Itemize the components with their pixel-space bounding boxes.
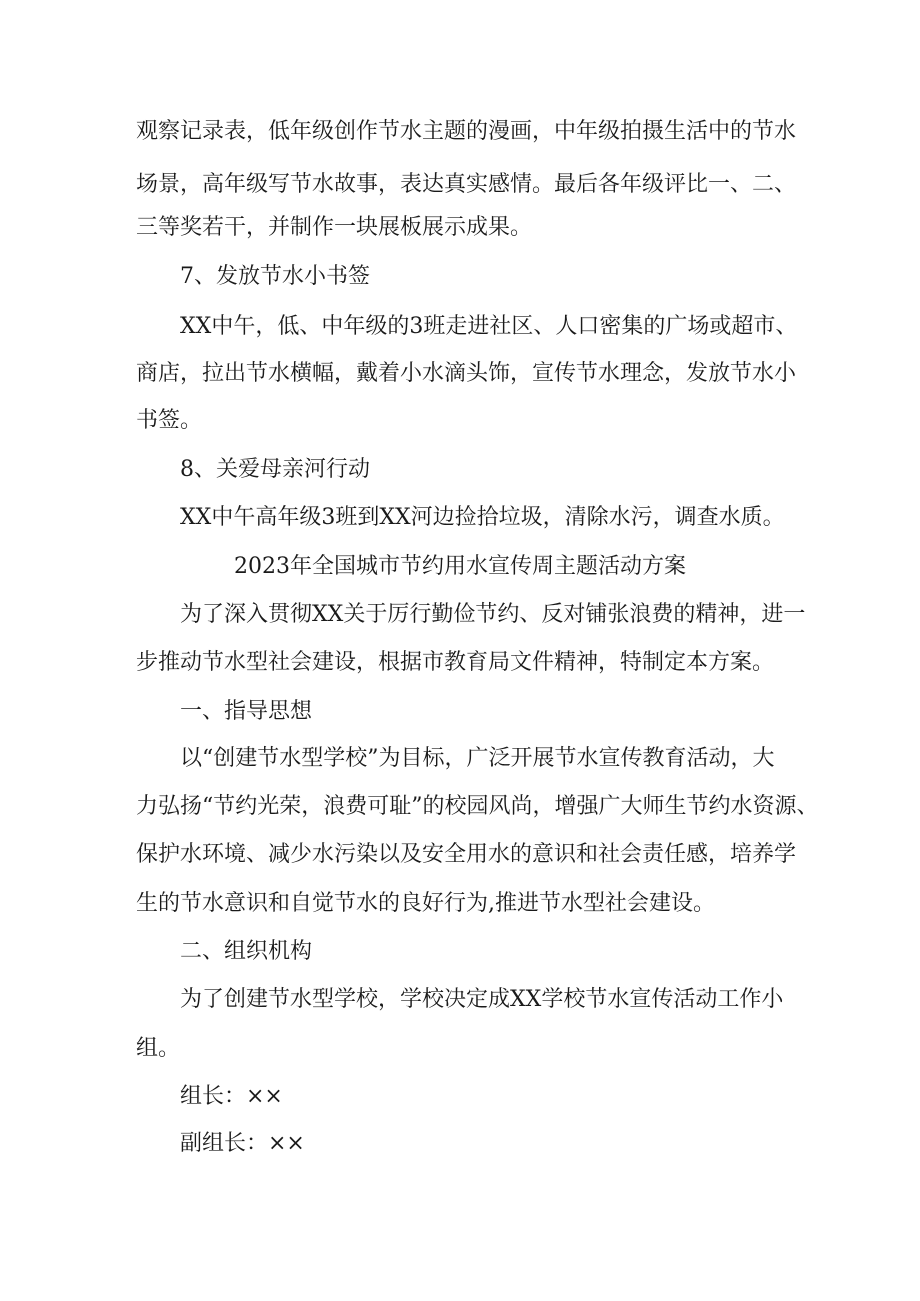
section-heading: 一、指导思想 bbox=[180, 699, 313, 724]
section-heading: 8、关爱母亲河行动 bbox=[180, 457, 370, 482]
paragraph-line: 组长：×× bbox=[180, 1084, 283, 1109]
paragraph-line: 保护水环境、减少水污染以及安全用水的意识和社会责任感，培养学 bbox=[136, 842, 797, 867]
paragraph-line: 以“创建节水型学校”为目标，广泛开展节水宣传教育活动，大 bbox=[180, 746, 775, 771]
section-heading: 7、发放节水小书签 bbox=[180, 264, 370, 289]
paragraph-line: 生的节水意识和自觉节水的良好行为,推进节水型社会建设。 bbox=[136, 891, 715, 916]
paragraph-line: 观察记录表，低年级创作节水主题的漫画，中年级拍摄生活中的节水 bbox=[136, 119, 797, 144]
paragraph-line: 场景，高年级写节水故事，表达真实感情。最后各年级评比一、二、 bbox=[136, 172, 797, 197]
paragraph-line: 书签。 bbox=[136, 408, 203, 433]
section-heading: 二、组织机构 bbox=[180, 939, 313, 964]
paragraph-line: 步推动节水型社会建设，根据市教育局文件精神，特制定本方案。 bbox=[136, 650, 775, 675]
paragraph-line: 三等奖若干，并制作一块展板展示成果。 bbox=[136, 215, 533, 240]
paragraph-line: XX中午，低、中年级的3班走进社区、人口密集的广场或超市、 bbox=[180, 314, 798, 339]
paragraph-line: 为了创建节水型学校，学校决定成XX学校节水宣传活动工作小 bbox=[180, 987, 784, 1012]
paragraph-line: 组。 bbox=[136, 1036, 181, 1061]
document-title: 2023年全国城市节约用水宣传周主题活动方案 bbox=[234, 554, 686, 579]
paragraph-line: 副组长：×× bbox=[180, 1131, 305, 1156]
paragraph-line: 商店，拉出节水横幅，戴着小水滴头饰，宣传节水理念，发放节水小 bbox=[136, 361, 797, 386]
paragraph-line: XX中午高年级3班到XX河边捡拾垃圾，清除水污，调查水质。 bbox=[180, 505, 785, 530]
paragraph-line: 为了深入贯彻XX关于厉行勤俭节约、反对铺张浪费的精神，进一 bbox=[180, 602, 806, 627]
paragraph-line: 力弘扬“节约光荣，浪费可耻”的校园风尚，增强广大师生节约水资源、 bbox=[136, 794, 819, 819]
